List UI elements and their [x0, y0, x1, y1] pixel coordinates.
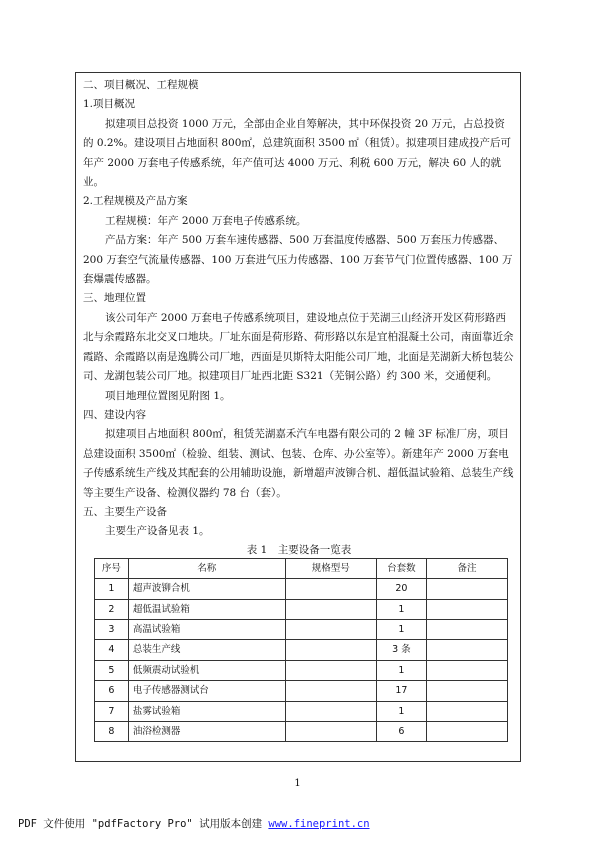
row-spec: [285, 599, 376, 619]
table-row: [95, 599, 508, 619]
header-note: 备注: [427, 558, 508, 578]
page-number: 1: [294, 778, 301, 789]
row-no: 2: [95, 599, 129, 619]
row-name: 超声波铆合机: [128, 579, 285, 599]
table-header-row: [95, 558, 508, 578]
table-row: [95, 701, 508, 721]
construction-content-paragraph: 拟建项目占地面积 800㎡，租赁芜湖嘉禾汽车电器有限公司的 2 幢 3F 标准厂房，项目总建设面积 3500㎡（检验、组装、测试、包装、仓库、办公室等）。新建年产 2000 万套电子传感系统生产线及其配套的公用辅助设施，新增超声波铆合机、超低温试验箱、总装生产线等主要生产设备、检测仪器约 78 台（套）。: [83, 428, 514, 499]
row-spec: [285, 701, 376, 721]
row-qty: 1: [376, 701, 426, 721]
row-qty: 1: [376, 660, 426, 680]
row-no: 1: [95, 579, 129, 599]
row-note: [427, 722, 508, 742]
footer-text: PDF 文件使用 "pdfFactory Pro" 试用版本创建: [18, 818, 269, 830]
location-map-note: 项目地理位置图见附图 1。: [105, 389, 231, 402]
header-name: 名称: [128, 558, 285, 578]
row-note: [427, 640, 508, 660]
row-no: 8: [95, 722, 129, 742]
fineprint-link[interactable]: www.fineprint.cn: [268, 818, 370, 830]
row-name: 低频震动试验机: [128, 660, 285, 680]
row-spec: [285, 660, 376, 680]
row-spec: [285, 681, 376, 701]
section-3-heading: 三、地理位置: [83, 292, 146, 305]
header-no: 序号: [95, 558, 129, 578]
row-qty: 17: [376, 681, 426, 701]
table-row: [95, 619, 508, 639]
row-no: 6: [95, 681, 129, 701]
table-row: [95, 722, 508, 742]
header-qty: 台套数: [376, 558, 426, 578]
document-body: [83, 76, 515, 742]
row-name: 总装生产线: [128, 640, 285, 660]
row-spec: [285, 722, 376, 742]
row-qty: 1: [376, 599, 426, 619]
row-name: 超低温试验箱: [128, 599, 285, 619]
section-2-1-heading: 1.项目概况: [83, 98, 136, 111]
project-overview-paragraph: 拟建项目总投资 1000 万元，全部由企业自筹解决，其中环保投资 20 万元，占总投资的 0.2%。建设项目占地面积 800㎡，总建筑面积 3500 ㎡（租赁）。拟建项目建成投产后可年产 2000 万套电子传感系统，年产值可达 4000 万元、利税 600 万元，解决 60 人的就业。: [83, 117, 512, 189]
row-no: 7: [95, 701, 129, 721]
section-2-heading: 二、项目概况、工程规模: [83, 79, 199, 91]
row-no: 5: [95, 660, 129, 680]
table-row: [95, 681, 508, 701]
row-no: 4: [95, 640, 129, 660]
row-note: [427, 579, 508, 599]
row-note: [427, 701, 508, 721]
row-name: 盐雾试验箱: [128, 701, 285, 721]
product-plan-paragraph: 产品方案：年产 500 万套车速传感器、500 万套温度传感器、500 万套压力传感器、200 万套空气流量传感器、100 万套进气压力传感器、100 万套节气门位置传感器、100 万套爆震传感器。: [83, 234, 513, 286]
table-caption: 表 1 主要设备一览表: [246, 543, 352, 556]
row-note: [427, 660, 508, 680]
row-note: [427, 599, 508, 619]
location-paragraph: 该公司年产 2000 万套电子传感系统项目，建设地点位于芜湖三山经济开发区荷形路西北与余霞路东北交叉口地块。厂址东面是荷形路、荷形路以东是宜柏混凝土公司，南面靠近余霞路、余霞路以南是逸腾公司厂地，西面是贝斯特太阳能公司厂地，北面是芜湖新大桥包装公司、龙湖包装公司厂地。拟建项目厂址西北距 S321（芜铜公路）约 300 米，交通便利。: [83, 311, 514, 383]
row-no: 3: [95, 619, 129, 639]
section-2-2-heading: 2.工程规模及产品方案: [83, 195, 188, 208]
header-spec: 规格型号: [285, 558, 376, 578]
section-5-heading: 五、主要生产设备: [83, 505, 167, 518]
equipment-table: [94, 558, 508, 743]
section-4-heading: 四、建设内容: [83, 408, 146, 421]
row-spec: [285, 640, 376, 660]
row-qty: 20: [376, 579, 426, 599]
row-note: [427, 681, 508, 701]
row-qty: 1: [376, 619, 426, 639]
row-qty: 6: [376, 722, 426, 742]
row-spec: [285, 619, 376, 639]
row-name: 油浴检测器: [128, 722, 285, 742]
row-name: 高温试验箱: [128, 619, 285, 639]
table-row: [95, 579, 508, 599]
row-qty: 3 条: [376, 640, 426, 660]
equipment-note: 主要生产设备见表 1。: [105, 525, 210, 538]
table-row: [95, 660, 508, 680]
project-scale-paragraph: 工程规模：年产 2000 万套电子传感系统。: [105, 214, 307, 227]
table-row: [95, 640, 508, 660]
row-name: 电子传感器测试台: [128, 681, 285, 701]
pdf-footer: [18, 816, 370, 831]
row-note: [427, 619, 508, 639]
row-spec: [285, 579, 376, 599]
